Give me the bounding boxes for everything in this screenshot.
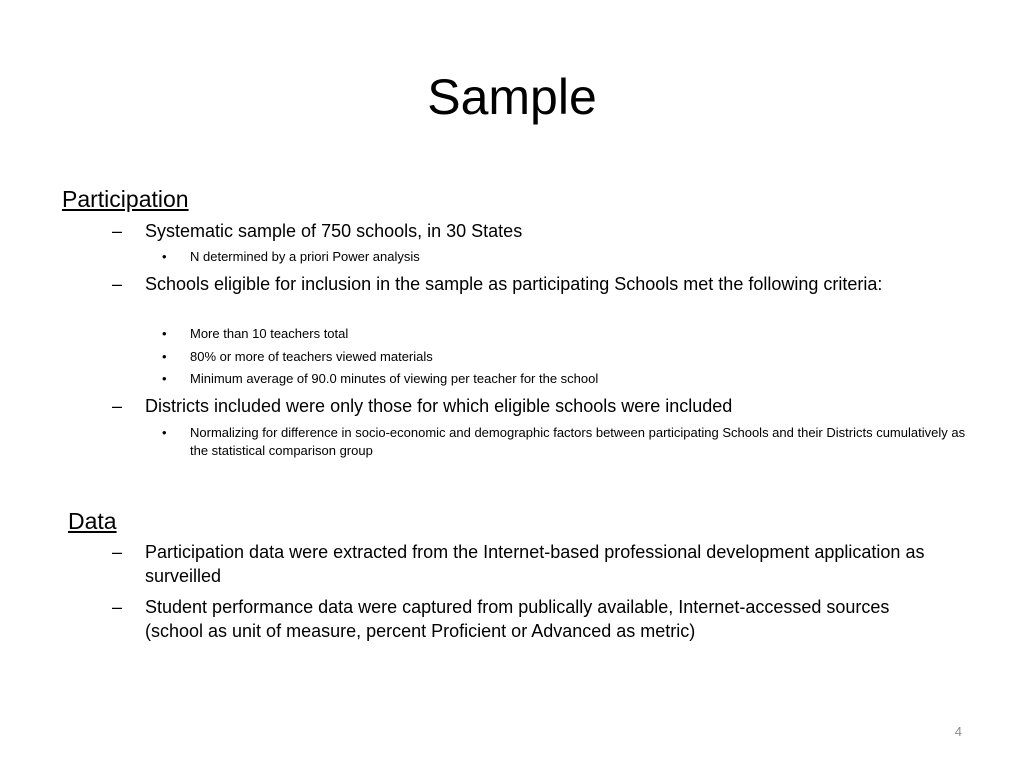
data-item-2 — [112, 595, 952, 643]
participation-item-2-subitem-3 — [162, 370, 982, 388]
slide-title: Sample — [427, 69, 597, 125]
bullet-marker: • — [162, 371, 167, 386]
participation-item-2-subitem-1 — [162, 325, 982, 343]
participation-item-2-subitem-1-text: More than 10 teachers total — [190, 326, 349, 341]
page-number: 4 — [954, 724, 962, 739]
participation-item-3-subitem-1 — [162, 424, 982, 460]
dash-marker: – — [112, 221, 123, 241]
bullet-marker: • — [162, 326, 167, 341]
participation-item-2-text: Schools eligible for inclusion in the sample as participating Schools met the following criteria: — [145, 274, 883, 294]
participation-item-1 — [112, 219, 952, 243]
bullet-marker: • — [162, 349, 167, 364]
participation-item-2-subitem-2 — [162, 348, 982, 366]
bullet-marker: • — [162, 249, 167, 264]
data-item-1-text: Participation data were extracted from the Internet-based professional development application as surveilled — [145, 542, 925, 586]
participation-heading: Participation — [62, 186, 189, 212]
dash-marker: – — [112, 274, 123, 294]
dash-marker: – — [112, 542, 123, 562]
participation-item-2 — [112, 272, 952, 296]
participation-item-1-text: Systematic sample of 750 schools, in 30 States — [145, 221, 523, 241]
participation-item-1-subitem-1 — [162, 248, 982, 266]
data-item-2-text: Student performance data were captured from publically available, Internet-accessed sources (school as unit of measure, percent Proficient or Advanced as metric) — [145, 597, 890, 641]
data-item-1 — [112, 540, 952, 588]
participation-item-3 — [112, 394, 952, 418]
data-heading: Data — [68, 508, 117, 534]
participation-item-1-subitem-1-text: N determined by a priori Power analysis — [190, 249, 420, 264]
participation-item-3-text: Districts included were only those for which eligible schools were included — [145, 396, 733, 416]
participation-item-2-subitem-2-text: 80% or more of teachers viewed materials — [190, 349, 433, 364]
dash-marker: – — [112, 396, 123, 416]
participation-item-3-subitem-1-text: Normalizing for difference in socio-economic and demographic factors between participating Schools and their Districts cumulatively as the statistical comparison group — [190, 425, 966, 458]
dash-marker: – — [112, 597, 123, 617]
bullet-marker: • — [162, 425, 167, 440]
participation-item-2-subitem-3-text: Minimum average of 90.0 minutes of viewing per teacher for the school — [190, 371, 599, 386]
